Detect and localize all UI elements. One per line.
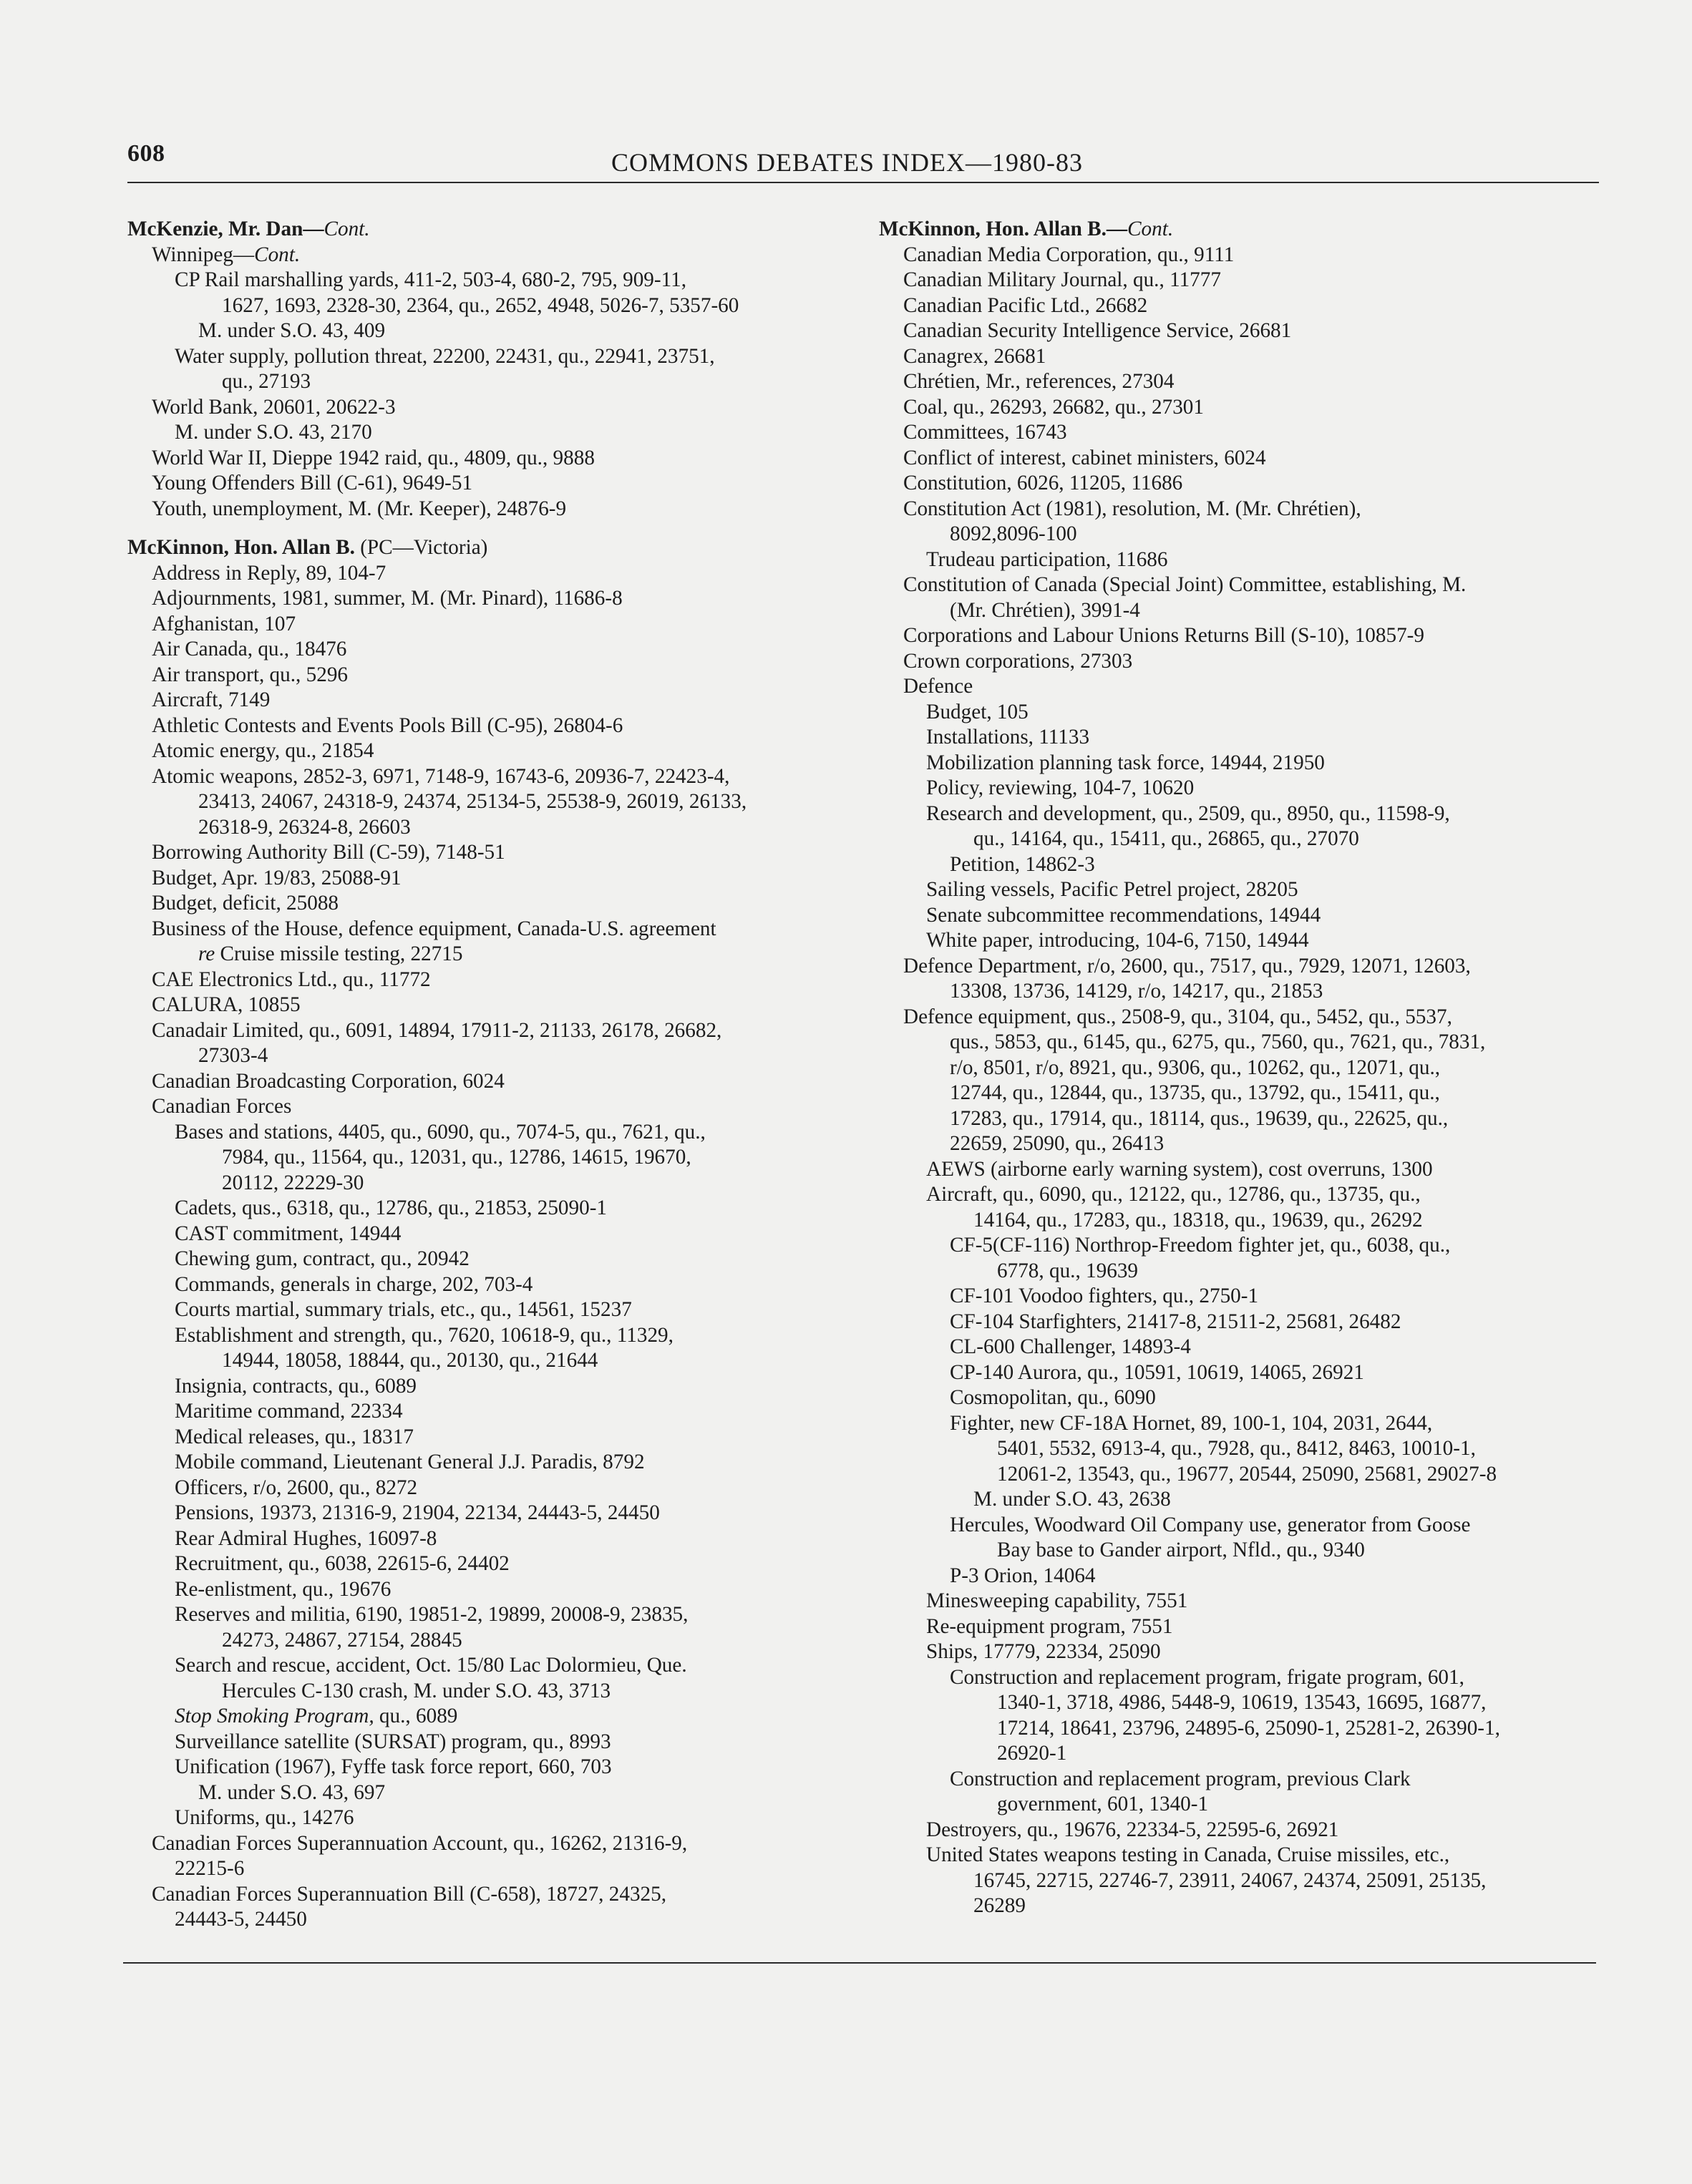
index-line: 22215-6: [175, 1857, 245, 1880]
index-line: World War II, Dieppe 1942 raid, qu., 4809, qu., 9888: [152, 446, 595, 469]
index-line: 24443-5, 24450: [175, 1908, 307, 1931]
index-line: Policy, reviewing, 104-7, 10620: [926, 776, 1195, 799]
index-line: Stop Smoking Program, qu., 6089: [175, 1705, 458, 1727]
index-line: 26318-9, 26324-8, 26603: [198, 815, 411, 839]
index-line: M. under S.O. 43, 2170: [175, 421, 372, 444]
index-line: 17214, 18641, 23796, 24895-6, 25090-1, 25281-2, 26390-1,: [997, 1716, 1500, 1740]
index-line: P-3 Orion, 14064: [950, 1564, 1096, 1587]
index-line: Youth, unemployment, M. (Mr. Keeper), 24876-9: [152, 497, 567, 520]
index-column-left: [127, 217, 843, 1933]
index-line: Budget, deficit, 25088: [152, 892, 339, 915]
index-line: M. under S.O. 43, 2638: [973, 1488, 1171, 1511]
index-line: Destroyers, qu., 19676, 22334-5, 22595-6, 26921: [926, 1818, 1339, 1841]
index-line: Sailing vessels, Pacific Petrel project, 28205: [926, 878, 1298, 901]
index-line: White paper, introducing, 104-6, 7150, 14944: [926, 929, 1309, 952]
index-line: AEWS (airborne early warning system), cost overruns, 1300: [926, 1157, 1433, 1181]
index-line: Unification (1967), Fyffe task force report, 660, 703: [175, 1755, 612, 1778]
index-line: 17283, qu., 17914, qu., 18114, qus., 19639, qu., 22625, qu.,: [950, 1106, 1449, 1130]
index-line: 27303-4: [198, 1044, 268, 1067]
index-line: Atomic weapons, 2852-3, 6971, 7148-9, 16743-6, 20936-7, 22423-4,: [152, 764, 730, 788]
index-line: Re-equipment program, 7551: [926, 1614, 1173, 1638]
index-line: CP Rail marshalling yards, 411-2, 503-4, 680-2, 795, 909-11,: [175, 268, 687, 291]
index-line: Aircraft, qu., 6090, qu., 12122, qu., 12786, qu., 13735, qu.,: [926, 1183, 1421, 1206]
index-line: Water supply, pollution threat, 22200, 22431, qu., 22941, 23751,: [175, 344, 715, 368]
index-line: government, 601, 1340-1: [997, 1793, 1209, 1815]
index-line: Address in Reply, 89, 104-7: [152, 561, 386, 585]
index-line: 26920-1: [997, 1742, 1067, 1765]
index-line: Minesweeping capability, 7551: [926, 1589, 1188, 1612]
index-line: 8092,8096-100: [950, 522, 1077, 545]
index-line: Trudeau participation, 11686: [926, 547, 1168, 571]
index-line: Pensions, 19373, 21316-9, 21904, 22134, 24443-5, 24450: [175, 1501, 660, 1524]
index-line: Defence Department, r/o, 2600, qu., 7517, qu., 7929, 12071, 12603,: [903, 954, 1471, 978]
index-line: Surveillance satellite (SURSAT) program, qu., 8993: [175, 1730, 611, 1753]
index-line: Fighter, new CF-18A Hornet, 89, 100-1, 104, 2031, 2644,: [950, 1411, 1433, 1435]
index-line: Recruitment, qu., 6038, 22615-6, 24402: [175, 1552, 510, 1575]
index-line: CAE Electronics Ltd., qu., 11772: [152, 967, 431, 991]
index-line: qu., 14164, qu., 15411, qu., 26865, qu., 27070: [973, 827, 1359, 850]
index-line: Courts martial, summary trials, etc., qu., 14561, 15237: [175, 1298, 632, 1321]
index-line: Construction and replacement program, frigate program, 601,: [950, 1665, 1464, 1689]
index-line: 14164, qu., 17283, qu., 18318, qu., 19639, qu., 26292: [973, 1208, 1423, 1232]
index-line: Reserves and militia, 6190, 19851-2, 19899, 20008-9, 23835,: [175, 1603, 689, 1626]
index-line: Cosmopolitan, qu., 6090: [950, 1386, 1156, 1409]
index-line: re Cruise missile testing, 22715: [198, 942, 463, 965]
index-line: M. under S.O. 43, 697: [198, 1780, 386, 1804]
index-line: Officers, r/o, 2600, qu., 8272: [175, 1476, 418, 1499]
index-line: CL-600 Challenger, 14893-4: [950, 1335, 1191, 1358]
index-line: Winnipeg—Cont.: [152, 243, 301, 266]
index-line: Borrowing Authority Bill (C-59), 7148-51: [152, 841, 505, 864]
index-line: 12061-2, 13543, qu., 19677, 20544, 25090, 25681, 29027-8: [997, 1462, 1497, 1486]
index-line: Canadian Forces Superannuation Bill (C-658), 18727, 24325,: [152, 1882, 667, 1906]
index-line: Bay base to Gander airport, Nfld., qu., 9340: [997, 1539, 1365, 1561]
index-line: CAST commitment, 14944: [175, 1222, 402, 1245]
index-line: 14944, 18058, 18844, qu., 20130, qu., 21644: [222, 1349, 598, 1372]
index-line: World Bank, 20601, 20622-3: [152, 395, 396, 419]
index-line: Hercules C-130 crash, M. under S.O. 43, 3713: [222, 1679, 611, 1702]
index-line: qus., 5853, qu., 6145, qu., 6275, qu., 7560, qu., 7621, qu., 7831,: [950, 1030, 1486, 1053]
index-line: 12744, qu., 12844, qu., 13735, qu., 13792, qu., 15411, qu.,: [950, 1081, 1440, 1104]
index-line: Search and rescue, accident, Oct. 15/80 Lac Dolormieu, Que.: [175, 1654, 687, 1677]
index-line: Canadair Limited, qu., 6091, 14894, 17911-2, 21133, 26178, 26682,: [152, 1018, 722, 1042]
index-line: Hercules, Woodward Oil Company use, generator from Goose: [950, 1513, 1471, 1536]
index-line: Installations, 11133: [926, 726, 1090, 749]
index-line: CF-104 Starfighters, 21417-8, 21511-2, 25681, 26482: [950, 1310, 1401, 1333]
index-line: Constitution Act (1981), resolution, M. (Mr. Chrétien),: [903, 497, 1361, 520]
index-line: McKinnon, Hon. Allan B. (PC—Victoria): [127, 536, 488, 559]
index-line: Crown corporations, 27303: [903, 649, 1133, 673]
index-line: United States weapons testing in Canada, Cruise missiles, etc.,: [926, 1843, 1450, 1866]
index-line: Construction and replacement program, previous Clark: [950, 1767, 1411, 1790]
index-line: Young Offenders Bill (C-61), 9649-51: [152, 472, 473, 494]
index-line: Committees, 16743: [903, 421, 1067, 444]
index-line: 5401, 5532, 6913-4, qu., 7928, qu., 8412, 8463, 10010-1,: [997, 1437, 1476, 1460]
index-line: Defence equipment, qus., 2508-9, qu., 3104, qu., 5452, qu., 5537,: [903, 1005, 1452, 1028]
index-line: Canadian Military Journal, qu., 11777: [903, 268, 1221, 291]
index-line: Establishment and strength, qu., 7620, 10618-9, qu., 11329,: [175, 1323, 674, 1347]
index-line: 26289: [973, 1894, 1026, 1917]
index-line: Insignia, contracts, qu., 6089: [175, 1374, 417, 1398]
index-line: r/o, 8501, r/o, 8921, qu., 9306, qu., 10262, qu., 12071, qu.,: [950, 1056, 1441, 1079]
index-line: Mobilization planning task force, 14944, 21950: [926, 751, 1325, 774]
index-line: Research and development, qu., 2509, qu., 8950, qu., 11598-9,: [926, 801, 1450, 825]
index-line: McKinnon, Hon. Allan B.—Cont.: [879, 218, 1174, 240]
index-line: Canadian Forces Superannuation Account, qu., 16262, 21316-9,: [152, 1831, 688, 1855]
index-line: Mobile command, Lieutenant General J.J. Paradis, 8792: [175, 1451, 645, 1473]
index-line: Afghanistan, 107: [152, 612, 296, 635]
index-line: Business of the House, defence equipment, Canada-U.S. agreement: [152, 917, 716, 940]
index-line: Canadian Security Intelligence Service, 26681: [903, 319, 1292, 342]
index-line: CF-101 Voodoo fighters, qu., 2750-1: [950, 1284, 1259, 1307]
index-line: Adjournments, 1981, summer, M. (Mr. Pinard), 11686-8: [152, 587, 623, 610]
index-line: Senate subcommittee recommendations, 14944: [926, 903, 1321, 927]
index-line: 16745, 22715, 22746-7, 23911, 24067, 24374, 25091, 25135,: [973, 1868, 1487, 1892]
index-line: Re-enlistment, qu., 19676: [175, 1577, 392, 1601]
index-line: Cadets, qus., 6318, qu., 12786, qu., 21853, 25090-1: [175, 1196, 608, 1219]
bottom-rule: [123, 1962, 1596, 1964]
index-line: Petition, 14862-3: [950, 852, 1095, 876]
index-line: Chewing gum, contract, qu., 20942: [175, 1247, 470, 1270]
index-line: Air Canada, qu., 18476: [152, 638, 347, 660]
index-line: Ships, 17779, 22334, 25090: [926, 1640, 1161, 1663]
index-line: 1627, 1693, 2328-30, 2364, qu., 2652, 4948, 5026-7, 5357-60: [222, 293, 739, 317]
index-line: Aircraft, 7149: [152, 688, 271, 711]
index-line: 22659, 25090, qu., 26413: [950, 1132, 1165, 1155]
index-line: Canadian Pacific Ltd., 26682: [903, 293, 1148, 317]
index-line: CALURA, 10855: [152, 993, 301, 1016]
index-line: Defence: [903, 675, 973, 698]
page-number: 608: [127, 140, 165, 167]
index-line: Chrétien, Mr., references, 27304: [903, 370, 1175, 393]
index-line: Conflict of interest, cabinet ministers, 6024: [903, 446, 1266, 469]
index-line: Canadian Forces: [152, 1095, 292, 1118]
index-line: 24273, 24867, 27154, 28845: [222, 1628, 462, 1652]
index-line: Constitution, 6026, 11205, 11686: [903, 472, 1183, 494]
index-line: Maritime command, 22334: [175, 1400, 403, 1423]
index-line: Commands, generals in charge, 202, 703-4: [175, 1272, 533, 1296]
index-line: Constitution of Canada (Special Joint) Committee, establishing, M.: [903, 573, 1467, 596]
index-line: Athletic Contests and Events Pools Bill (C-95), 26804-6: [152, 713, 623, 737]
index-line: Coal, qu., 26293, 26682, qu., 27301: [903, 395, 1204, 419]
index-line: Air transport, qu., 5296: [152, 663, 349, 686]
index-line: Canagrex, 26681: [903, 344, 1046, 368]
index-line: 13308, 13736, 14129, r/o, 14217, qu., 21853: [950, 980, 1323, 1003]
index-line: Budget, Apr. 19/83, 25088-91: [152, 866, 402, 889]
running-head: COMMONS DEBATES INDEX—1980-83: [611, 148, 1084, 177]
index-line: Canadian Broadcasting Corporation, 6024: [152, 1069, 505, 1093]
index-line: Corporations and Labour Unions Returns Bill (S-10), 10857-9: [903, 624, 1424, 647]
top-rule: [127, 182, 1599, 183]
index-line: CF-5(CF-116) Northrop-Freedom fighter jet, qu., 6038, qu.,: [950, 1234, 1451, 1257]
index-line: Rear Admiral Hughes, 16097-8: [175, 1526, 437, 1550]
index-line: 1340-1, 3718, 4986, 5448-9, 10619, 13543, 16695, 16877,: [997, 1691, 1487, 1714]
index-line: 7984, qu., 11564, qu., 12031, qu., 12786, 14615, 19670,: [222, 1146, 691, 1169]
index-column-right: [879, 217, 1595, 1919]
index-line: qu., 27193: [222, 370, 311, 393]
index-line: Bases and stations, 4405, qu., 6090, qu., 7074-5, qu., 7621, qu.,: [175, 1120, 706, 1144]
index-line: Budget, 105: [926, 700, 1029, 723]
index-line: 20112, 22229-30: [222, 1171, 364, 1194]
index-line: McKenzie, Mr. Dan—Cont.: [127, 218, 370, 240]
index-line: Uniforms, qu., 14276: [175, 1806, 354, 1829]
index-line: 23413, 24067, 24318-9, 24374, 25134-5, 25538-9, 26019, 26133,: [198, 790, 747, 813]
index-line: Atomic energy, qu., 21854: [152, 739, 374, 762]
index-line: 6778, qu., 19639: [997, 1259, 1139, 1282]
index-line: Canadian Media Corporation, qu., 9111: [903, 243, 1235, 266]
index-line: CP-140 Aurora, qu., 10591, 10619, 14065, 26921: [950, 1360, 1364, 1384]
index-line: (Mr. Chrétien), 3991-4: [950, 598, 1140, 622]
index-line: M. under S.O. 43, 409: [198, 319, 386, 342]
index-line: Medical releases, qu., 18317: [175, 1425, 414, 1448]
